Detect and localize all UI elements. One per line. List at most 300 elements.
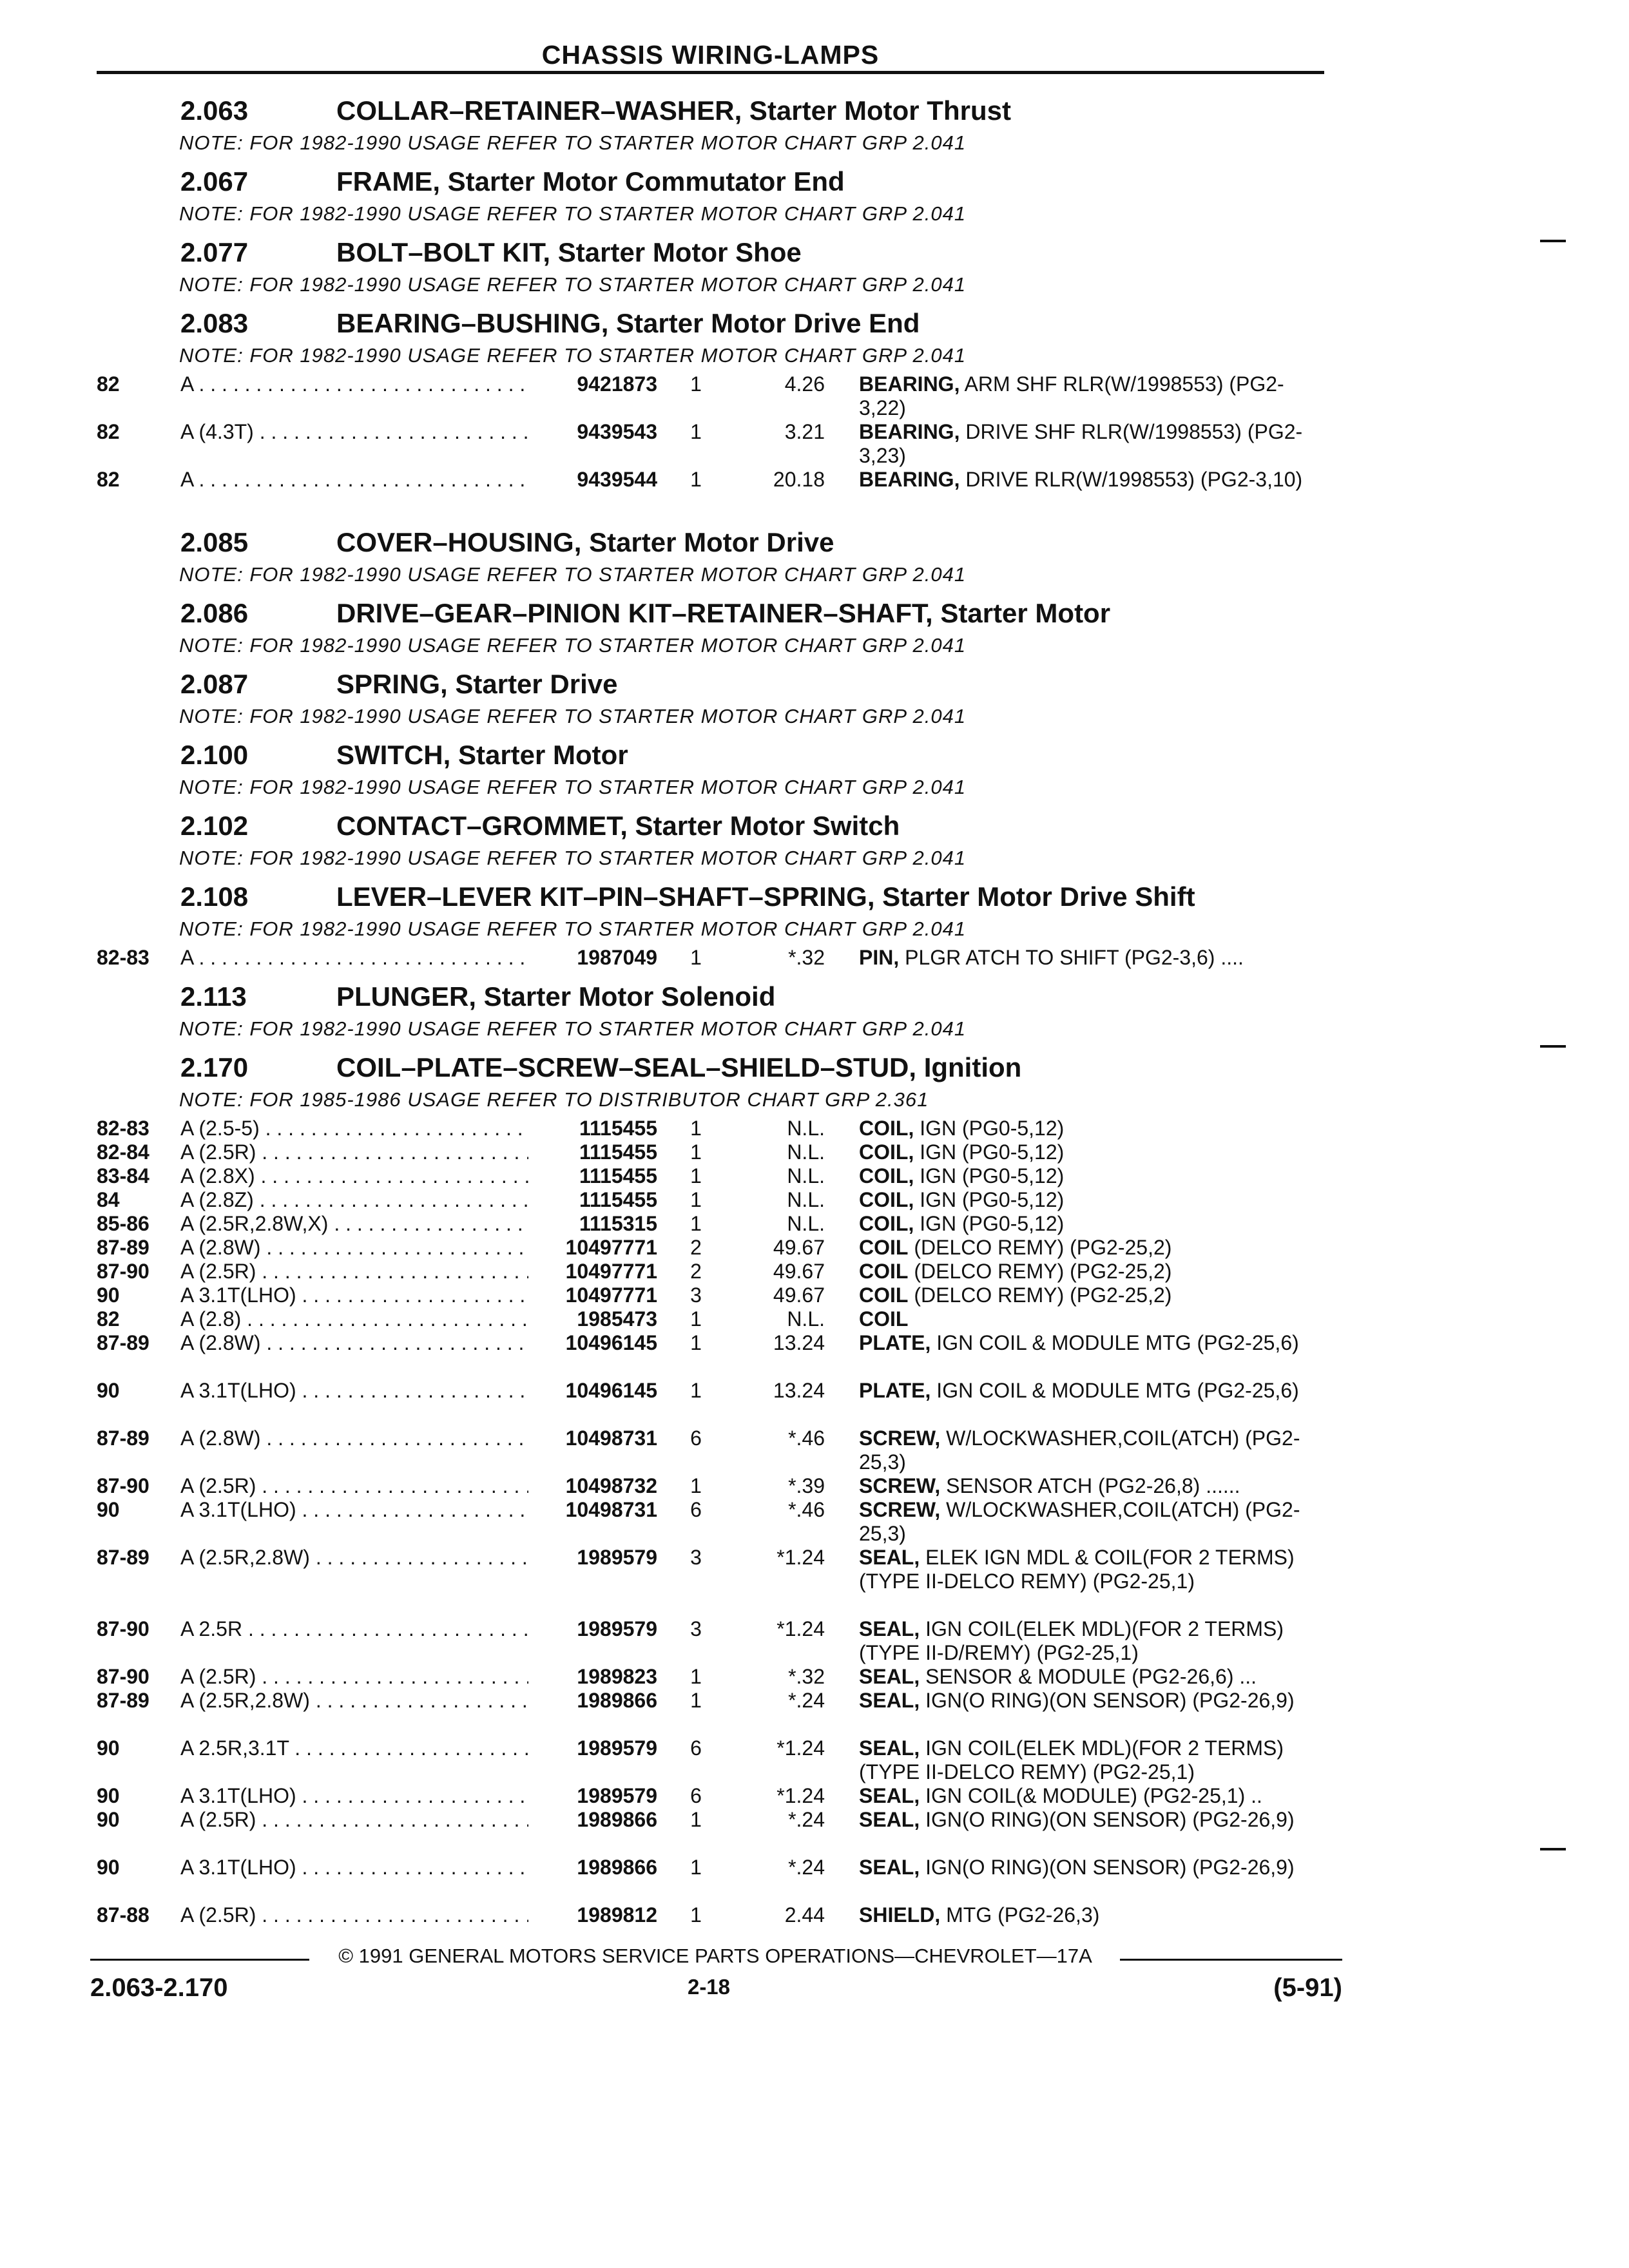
part-quantity: 1 [690, 1474, 702, 1497]
footer-rule-left [90, 1959, 309, 1961]
part-row [0, 372, 1629, 420]
part-detail: IGN COIL(& MODULE) (PG2-25,1) .. [925, 1784, 1262, 1807]
part-quantity: 2 [690, 1236, 702, 1259]
group-number: 2.083 [180, 308, 249, 338]
part-number: 10496145 [565, 1379, 657, 1402]
part-number: 10497771 [565, 1283, 657, 1307]
part-usage: A (2.5R) . . . [180, 1474, 528, 1498]
part-row [0, 946, 1629, 970]
part-usage: A (2.5R) . . . [180, 1260, 528, 1283]
part-price: *1.24 [776, 1784, 825, 1807]
part-year: 90 [97, 1784, 120, 1807]
part-name: PLATE, [859, 1379, 931, 1402]
part-name: SEAL, [859, 1856, 920, 1879]
footer-page-number: 2-18 [687, 1975, 731, 1999]
part-price: *.32 [788, 1665, 825, 1688]
part-number: 9439543 [577, 420, 657, 443]
part-price: 49.67 [773, 1283, 825, 1307]
part-row [0, 1307, 1629, 1331]
part-number: 10498732 [565, 1474, 657, 1497]
part-price: *.46 [788, 1427, 825, 1450]
group-heading [0, 879, 1629, 918]
part-number: 10498731 [565, 1498, 657, 1521]
group-note: NOTE: FOR 1985-1986 USAGE REFER TO DISTRIBUTOR CHART GRP 2.361 [179, 1088, 929, 1111]
group-number: 2.085 [180, 527, 249, 557]
part-usage: A (4.3T) . . . [180, 420, 528, 444]
part-description [859, 1188, 1324, 1212]
footer-date-code: (5-91) [1273, 1974, 1342, 2002]
part-quantity: 6 [690, 1498, 702, 1521]
part-year: 90 [97, 1498, 120, 1521]
part-row [0, 1856, 1629, 1903]
edge-mark [1540, 240, 1566, 242]
part-usage: A . . . [180, 946, 528, 970]
part-description [859, 1140, 1324, 1164]
part-description [859, 1331, 1324, 1355]
part-quantity: 1 [690, 1808, 702, 1831]
part-quantity: 1 [690, 372, 702, 396]
part-description [859, 420, 1324, 468]
part-year: 87-89 [97, 1689, 149, 1712]
part-description [859, 1808, 1324, 1832]
part-year: 87-90 [97, 1617, 149, 1640]
part-detail: (DELCO REMY) (PG2-25,2) [914, 1283, 1172, 1307]
part-number: 1989866 [577, 1856, 657, 1879]
part-year: 84 [97, 1188, 120, 1211]
part-quantity: 6 [690, 1784, 702, 1807]
part-quantity: 1 [690, 1164, 702, 1187]
part-usage: A 2.5R,3.1T . . . [180, 1736, 528, 1760]
part-usage: A 3.1T(LHO) . . . [180, 1283, 528, 1307]
part-number: 1989866 [577, 1689, 657, 1712]
part-year: 82-84 [97, 1140, 149, 1164]
part-detail: ELEK IGN MDL & COIL(FOR 2 TERMS)(TYPE II-DELCO REMY) (PG2-25,1) [859, 1546, 1295, 1593]
part-description [859, 1307, 1324, 1331]
part-name: COIL, [859, 1164, 914, 1187]
part-price: 13.24 [773, 1379, 825, 1402]
part-detail: W/LOCKWASHER,COIL(ATCH) (PG2-25,3) [859, 1427, 1300, 1474]
group-title: BEARING–BUSHING, Starter Motor Drive End [336, 308, 920, 338]
part-number: 10498731 [565, 1427, 657, 1450]
group-title: PLUNGER, Starter Motor Solenoid [336, 981, 776, 1012]
part-number: 1115315 [579, 1212, 657, 1235]
part-row [0, 1427, 1629, 1474]
part-row [0, 1617, 1629, 1665]
part-price: 49.67 [773, 1236, 825, 1259]
part-usage: A 2.5R . . . [180, 1617, 528, 1641]
part-description [859, 1498, 1324, 1546]
part-name: SEAL, [859, 1736, 920, 1760]
part-number: 1115455 [579, 1140, 657, 1164]
group-heading [0, 524, 1629, 563]
part-number: 1989579 [577, 1546, 657, 1569]
part-quantity: 1 [690, 1331, 702, 1354]
part-usage: A (2.8W) . . . [180, 1236, 528, 1260]
part-detail: IGN (PG0-5,12) [920, 1188, 1065, 1211]
part-year: 82-83 [97, 946, 149, 969]
part-name: BEARING, [859, 468, 960, 491]
group-number: 2.108 [180, 881, 249, 912]
part-name: SEAL, [859, 1546, 920, 1569]
group-heading [0, 808, 1629, 847]
part-quantity: 6 [690, 1736, 702, 1760]
part-usage: A (2.5R,2.8W) . . . [180, 1689, 528, 1713]
part-quantity: 3 [690, 1283, 702, 1307]
group-note: NOTE: FOR 1982-1990 USAGE REFER TO STARTER MOTOR CHART GRP 2.041 [179, 918, 967, 940]
part-number: 10497771 [565, 1260, 657, 1283]
part-number: 9439544 [577, 468, 657, 491]
part-detail: SENSOR ATCH (PG2-26,8) ...... [946, 1474, 1240, 1497]
part-name: COIL [859, 1260, 909, 1283]
part-name: SCREW, [859, 1498, 941, 1521]
footer-group-range: 2.063-2.170 [90, 1974, 228, 2002]
part-price: *1.24 [776, 1546, 825, 1569]
part-number: 1989812 [577, 1903, 657, 1927]
part-quantity: 1 [690, 946, 702, 969]
group-number: 2.077 [180, 237, 249, 267]
group-number: 2.100 [180, 740, 249, 770]
part-year: 82 [97, 420, 120, 443]
part-detail: IGN (PG0-5,12) [920, 1117, 1065, 1140]
group-note: NOTE: FOR 1982-1990 USAGE REFER TO STARTER MOTOR CHART GRP 2.041 [179, 776, 967, 798]
part-description [859, 1283, 1324, 1307]
group-note: NOTE: FOR 1982-1990 USAGE REFER TO STARTER MOTOR CHART GRP 2.041 [179, 344, 967, 367]
part-number: 1985473 [577, 1307, 657, 1331]
row-gap [0, 970, 1629, 975]
group-title: SWITCH, Starter Motor [336, 740, 628, 770]
group-heading [0, 93, 1629, 131]
part-name: BEARING, [859, 420, 960, 443]
part-description [859, 1164, 1324, 1188]
part-detail: IGN (PG0-5,12) [920, 1140, 1065, 1164]
part-name: SEAL, [859, 1617, 920, 1640]
part-number: 1989823 [577, 1665, 657, 1688]
part-description [859, 1212, 1324, 1236]
part-quantity: 1 [690, 1117, 702, 1140]
part-description [859, 372, 1324, 420]
part-description [859, 1665, 1324, 1689]
part-usage: A (2.8W) . . . [180, 1331, 528, 1355]
part-quantity: 1 [690, 1856, 702, 1879]
part-row [0, 1808, 1629, 1856]
part-description [859, 1236, 1324, 1260]
part-quantity: 3 [690, 1546, 702, 1569]
footer-rule-right [1120, 1959, 1342, 1961]
part-description [859, 1689, 1324, 1713]
part-name: SCREW, [859, 1474, 941, 1497]
part-description [859, 1903, 1324, 1927]
group-note: NOTE: FOR 1982-1990 USAGE REFER TO STARTER MOTOR CHART GRP 2.041 [179, 847, 967, 869]
part-description [859, 1427, 1324, 1474]
part-detail: IGN(O RING)(ON SENSOR) (PG2-26,9) [925, 1808, 1295, 1831]
row-gap [0, 515, 1629, 521]
part-detail: IGN(O RING)(ON SENSOR) (PG2-26,9) [925, 1856, 1295, 1879]
part-row [0, 1164, 1629, 1188]
part-row [0, 1117, 1629, 1140]
part-detail: IGN(O RING)(ON SENSOR) (PG2-26,9) [925, 1689, 1295, 1712]
group-number: 2.067 [180, 166, 249, 197]
part-name: PIN, [859, 946, 900, 969]
part-usage: A (2.8W) . . . [180, 1427, 528, 1450]
group-heading [0, 595, 1629, 634]
part-row [0, 1331, 1629, 1379]
part-name: PLATE, [859, 1331, 931, 1354]
part-price: *.24 [788, 1808, 825, 1831]
part-description [859, 468, 1324, 492]
part-price: *.24 [788, 1856, 825, 1879]
part-description [859, 1117, 1324, 1140]
part-quantity: 1 [690, 1379, 702, 1402]
part-detail: IGN (PG0-5,12) [920, 1164, 1065, 1187]
part-description [859, 1474, 1324, 1498]
group-title: DRIVE–GEAR–PINION KIT–RETAINER–SHAFT, Starter Motor [336, 598, 1111, 628]
part-detail: W/LOCKWASHER,COIL(ATCH) (PG2-25,3) [859, 1498, 1300, 1545]
part-detail: SENSOR & MODULE (PG2-26,6) ... [925, 1665, 1257, 1688]
part-usage: A (2.8) . . . [180, 1307, 528, 1331]
part-row [0, 1546, 1629, 1617]
part-name: COIL, [859, 1140, 914, 1164]
part-usage: A (2.5R) . . . [180, 1903, 528, 1927]
part-description [859, 1784, 1324, 1808]
part-number: 1989579 [577, 1784, 657, 1807]
part-price: N.L. [787, 1140, 825, 1164]
part-number: 9421873 [577, 372, 657, 396]
part-name: COIL [859, 1307, 909, 1331]
group-number: 2.063 [180, 95, 249, 126]
group-note: NOTE: FOR 1982-1990 USAGE REFER TO STARTER MOTOR CHART GRP 2.041 [179, 131, 967, 154]
part-name: COIL, [859, 1212, 914, 1235]
part-detail: IGN COIL(ELEK MDL)(FOR 2 TERMS) (TYPE II-D/REMY) (PG2-25,1) [859, 1617, 1284, 1664]
part-quantity: 2 [690, 1260, 702, 1283]
part-usage: A 3.1T(LHO) . . . [180, 1379, 528, 1403]
group-heading [0, 979, 1629, 1017]
group-number: 2.113 [180, 981, 247, 1012]
part-price: *.24 [788, 1689, 825, 1712]
part-usage: A (2.5R) . . . [180, 1140, 528, 1164]
part-year: 82 [97, 1307, 120, 1331]
group-number: 2.087 [180, 669, 249, 699]
part-year: 90 [97, 1856, 120, 1879]
part-detail: MTG (PG2-26,3) [946, 1903, 1100, 1927]
part-year: 90 [97, 1379, 120, 1402]
part-row [0, 1665, 1629, 1689]
part-year: 82 [97, 372, 120, 396]
part-quantity: 1 [690, 1140, 702, 1164]
part-quantity: 1 [690, 1188, 702, 1211]
part-row [0, 1784, 1629, 1808]
part-usage: A (2.8Z) . . . [180, 1188, 528, 1212]
part-usage: A (2.8X) . . . [180, 1164, 528, 1188]
part-year: 87-89 [97, 1546, 149, 1569]
part-name: COIL, [859, 1117, 914, 1140]
part-name: COIL [859, 1283, 909, 1307]
part-quantity: 1 [690, 468, 702, 491]
part-row [0, 1689, 1629, 1736]
part-price: 3.21 [784, 420, 825, 443]
part-name: COIL [859, 1236, 909, 1259]
part-description [859, 946, 1324, 970]
group-title: BOLT–BOLT KIT, Starter Motor Shoe [336, 237, 802, 267]
part-description [859, 1856, 1324, 1879]
group-note: NOTE: FOR 1982-1990 USAGE REFER TO STARTER MOTOR CHART GRP 2.041 [179, 273, 967, 296]
part-row [0, 1260, 1629, 1283]
part-usage: A 3.1T(LHO) . . . [180, 1784, 528, 1808]
part-detail: (DELCO REMY) (PG2-25,2) [914, 1236, 1172, 1259]
part-price: N.L. [787, 1164, 825, 1187]
part-price: 4.26 [784, 372, 825, 396]
part-price: *.46 [788, 1498, 825, 1521]
part-detail: IGN COIL(ELEK MDL)(FOR 2 TERMS) (TYPE II-DELCO REMY) (PG2-25,1) [859, 1736, 1284, 1783]
part-year: 87-90 [97, 1474, 149, 1497]
page-header-title: CHASSIS WIRING-LAMPS [541, 40, 880, 70]
part-row [0, 1498, 1629, 1546]
part-quantity: 1 [690, 420, 702, 443]
part-row [0, 1212, 1629, 1236]
part-number: 1989579 [577, 1736, 657, 1760]
part-detail: DRIVE RLR(W/1998553) (PG2-3,10) [965, 468, 1303, 491]
part-number: 10497771 [565, 1236, 657, 1259]
part-name: SEAL, [859, 1808, 920, 1831]
part-description [859, 1617, 1324, 1665]
part-usage: A 3.1T(LHO) . . . [180, 1856, 528, 1879]
part-row [0, 1283, 1629, 1307]
group-heading [0, 737, 1629, 776]
group-heading [0, 164, 1629, 202]
part-price: 2.44 [784, 1903, 825, 1927]
part-row [0, 420, 1629, 468]
part-name: SEAL, [859, 1665, 920, 1688]
part-quantity: 6 [690, 1427, 702, 1450]
part-description [859, 1546, 1324, 1593]
part-quantity: 3 [690, 1617, 702, 1640]
group-number: 2.170 [180, 1052, 249, 1082]
part-detail: IGN COIL & MODULE MTG (PG2-25,6) [936, 1379, 1299, 1402]
part-description [859, 1736, 1324, 1784]
part-row [0, 1736, 1629, 1784]
part-number: 1115455 [579, 1117, 657, 1140]
part-price: 13.24 [773, 1331, 825, 1354]
part-year: 87-89 [97, 1331, 149, 1354]
part-price: N.L. [787, 1307, 825, 1331]
part-usage: A (2.5R,2.8W) . . . [180, 1546, 528, 1570]
part-price: N.L. [787, 1117, 825, 1140]
part-name: COIL, [859, 1188, 914, 1211]
part-number: 1987049 [577, 946, 657, 969]
group-heading [0, 305, 1629, 344]
part-name: SEAL, [859, 1689, 920, 1712]
part-year: 87-89 [97, 1236, 149, 1259]
part-row [0, 1236, 1629, 1260]
group-note: NOTE: FOR 1982-1990 USAGE REFER TO STARTER MOTOR CHART GRP 2.041 [179, 563, 967, 586]
part-row [0, 468, 1629, 515]
part-quantity: 1 [690, 1307, 702, 1331]
part-year: 87-90 [97, 1260, 149, 1283]
part-name: SCREW, [859, 1427, 941, 1450]
part-number: 1989866 [577, 1808, 657, 1831]
part-usage: A . . . [180, 468, 528, 492]
group-title: FRAME, Starter Motor Commutator End [336, 166, 845, 197]
part-year: 87-88 [97, 1903, 149, 1927]
group-title: COIL–PLATE–SCREW–SEAL–SHIELD–STUD, Ignition [336, 1052, 1022, 1082]
part-row [0, 1188, 1629, 1212]
part-row [0, 1140, 1629, 1164]
part-number: 1115455 [579, 1188, 657, 1211]
row-gap [0, 1927, 1629, 1932]
part-price: N.L. [787, 1212, 825, 1235]
part-price: *.39 [788, 1474, 825, 1497]
part-description [859, 1379, 1324, 1403]
part-name: SHIELD, [859, 1903, 941, 1927]
group-note: NOTE: FOR 1982-1990 USAGE REFER TO STARTER MOTOR CHART GRP 2.041 [179, 634, 967, 657]
part-usage: A (2.5R,2.8W,X) . . . [180, 1212, 528, 1236]
part-description [859, 1260, 1324, 1283]
part-name: BEARING, [859, 372, 960, 396]
part-year: 82 [97, 468, 120, 491]
part-year: 90 [97, 1736, 120, 1760]
part-usage: A 3.1T(LHO) . . . [180, 1498, 528, 1522]
edge-mark [1540, 1848, 1566, 1850]
part-quantity: 1 [690, 1212, 702, 1235]
part-usage: A (2.5-5) . . . [180, 1117, 528, 1140]
footer-copyright: © 1991 GENERAL MOTORS SERVICE PARTS OPERATIONS—CHEVROLET—17A [338, 1945, 1092, 1967]
part-year: 85-86 [97, 1212, 149, 1235]
part-number: 10496145 [565, 1331, 657, 1354]
part-detail: IGN (PG0-5,12) [920, 1212, 1065, 1235]
part-quantity: 1 [690, 1689, 702, 1712]
header-rule [97, 71, 1324, 74]
part-price: *1.24 [776, 1736, 825, 1760]
group-title: CONTACT–GROMMET, Starter Motor Switch [336, 811, 900, 841]
part-quantity: 1 [690, 1665, 702, 1688]
part-price: 20.18 [773, 468, 825, 491]
part-price: N.L. [787, 1188, 825, 1211]
part-price: *.32 [788, 946, 825, 969]
part-row [0, 1379, 1629, 1427]
part-quantity: 1 [690, 1903, 702, 1927]
part-detail: IGN COIL & MODULE MTG (PG2-25,6) [936, 1331, 1299, 1354]
part-price: *1.24 [776, 1617, 825, 1640]
group-title: COVER–HOUSING, Starter Motor Drive [336, 527, 834, 557]
group-title: LEVER–LEVER KIT–PIN–SHAFT–SPRING, Starter Motor Drive Shift [336, 881, 1195, 912]
part-usage: A (2.5R) . . . [180, 1808, 528, 1832]
part-year: 87-90 [97, 1665, 149, 1688]
group-heading [0, 1050, 1629, 1088]
group-number: 2.086 [180, 598, 249, 628]
group-note: NOTE: FOR 1982-1990 USAGE REFER TO STARTER MOTOR CHART GRP 2.041 [179, 705, 967, 727]
part-detail: DRIVE SHF RLR(W/1998553) (PG2-3,23) [859, 420, 1303, 467]
group-number: 2.102 [180, 811, 249, 841]
group-note: NOTE: FOR 1982-1990 USAGE REFER TO STARTER MOTOR CHART GRP 2.041 [179, 202, 967, 225]
edge-mark [1540, 1045, 1566, 1048]
part-price: 49.67 [773, 1260, 825, 1283]
group-note: NOTE: FOR 1982-1990 USAGE REFER TO STARTER MOTOR CHART GRP 2.041 [179, 1017, 967, 1040]
part-year: 82-83 [97, 1117, 149, 1140]
group-title: SPRING, Starter Drive [336, 669, 618, 699]
part-detail: PLGR ATCH TO SHIFT (PG2-3,6) .... [905, 946, 1244, 969]
part-number: 1115455 [579, 1164, 657, 1187]
part-row [0, 1474, 1629, 1498]
part-year: 83-84 [97, 1164, 149, 1187]
part-detail: ARM SHF RLR(W/1998553) (PG2-3,22) [859, 372, 1284, 419]
catalog-content [0, 89, 1629, 1932]
part-year: 90 [97, 1283, 120, 1307]
group-heading [0, 235, 1629, 273]
group-heading [0, 666, 1629, 705]
part-usage: A . . . [180, 372, 528, 396]
group-title: COLLAR–RETAINER–WASHER, Starter Motor Thrust [336, 95, 1011, 126]
part-year: 90 [97, 1808, 120, 1831]
part-year: 87-89 [97, 1427, 149, 1450]
